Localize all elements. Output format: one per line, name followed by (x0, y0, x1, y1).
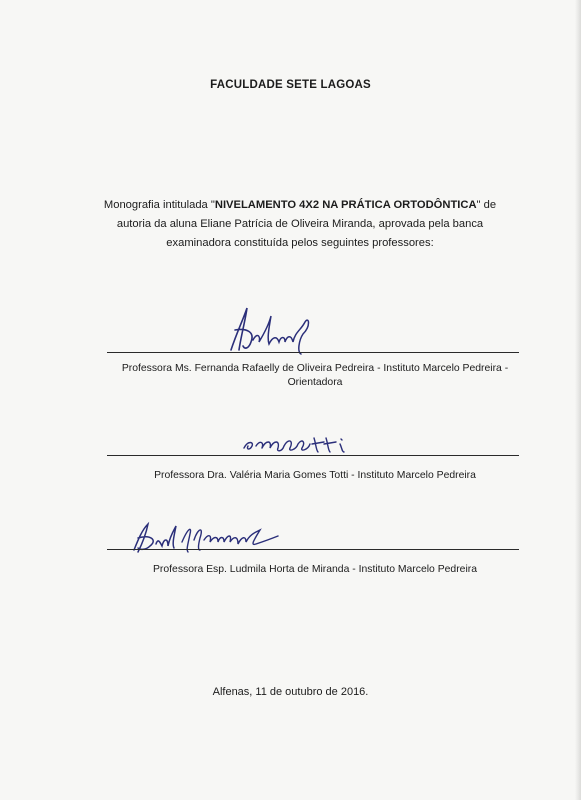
signatory-1-line-2: Orientadora (287, 377, 343, 388)
institution-title: FACULDADE SETE LAGOAS (210, 79, 371, 91)
signature-1-image (225, 302, 320, 357)
signatory-2 (110, 469, 520, 483)
scan-edge-shadow (575, 0, 581, 800)
signatory-3 (110, 563, 520, 577)
statement-part-1: Monografia intitulada " (103, 199, 215, 211)
signatory-1 (110, 362, 520, 390)
signatory-3-line-1: Professora Esp. Ludmila Horta de Miranda - Instituto Marcelo Pedreira (153, 564, 477, 575)
signature-3-image (128, 520, 293, 556)
approval-statement (100, 196, 500, 253)
date-location: Alfenas, 11 de outubro de 2016. (212, 686, 369, 698)
signatory-2-line-1: Professora Dra. Valéria Maria Gomes Totti - Instituto Marcelo Pedreira (154, 470, 476, 481)
statement-part-2: " de autoria da aluna Eliane Patrícia de Oliveira Miranda, aprovada pela banca examinadora constituída pelos seguintes professores: (116, 199, 497, 249)
signature-2-line (107, 455, 519, 456)
monograph-title: NIVELAMENTO 4X2 NA PRÁTICA ORTODÔNTICA (214, 199, 477, 211)
signatory-1-line-1: Professora Ms. Fernanda Rafaelly de Oliveira Pedreira - Instituto Marcelo Pedreira - (121, 363, 509, 374)
signature-1-line (107, 352, 519, 353)
signature-3-line (107, 549, 519, 550)
